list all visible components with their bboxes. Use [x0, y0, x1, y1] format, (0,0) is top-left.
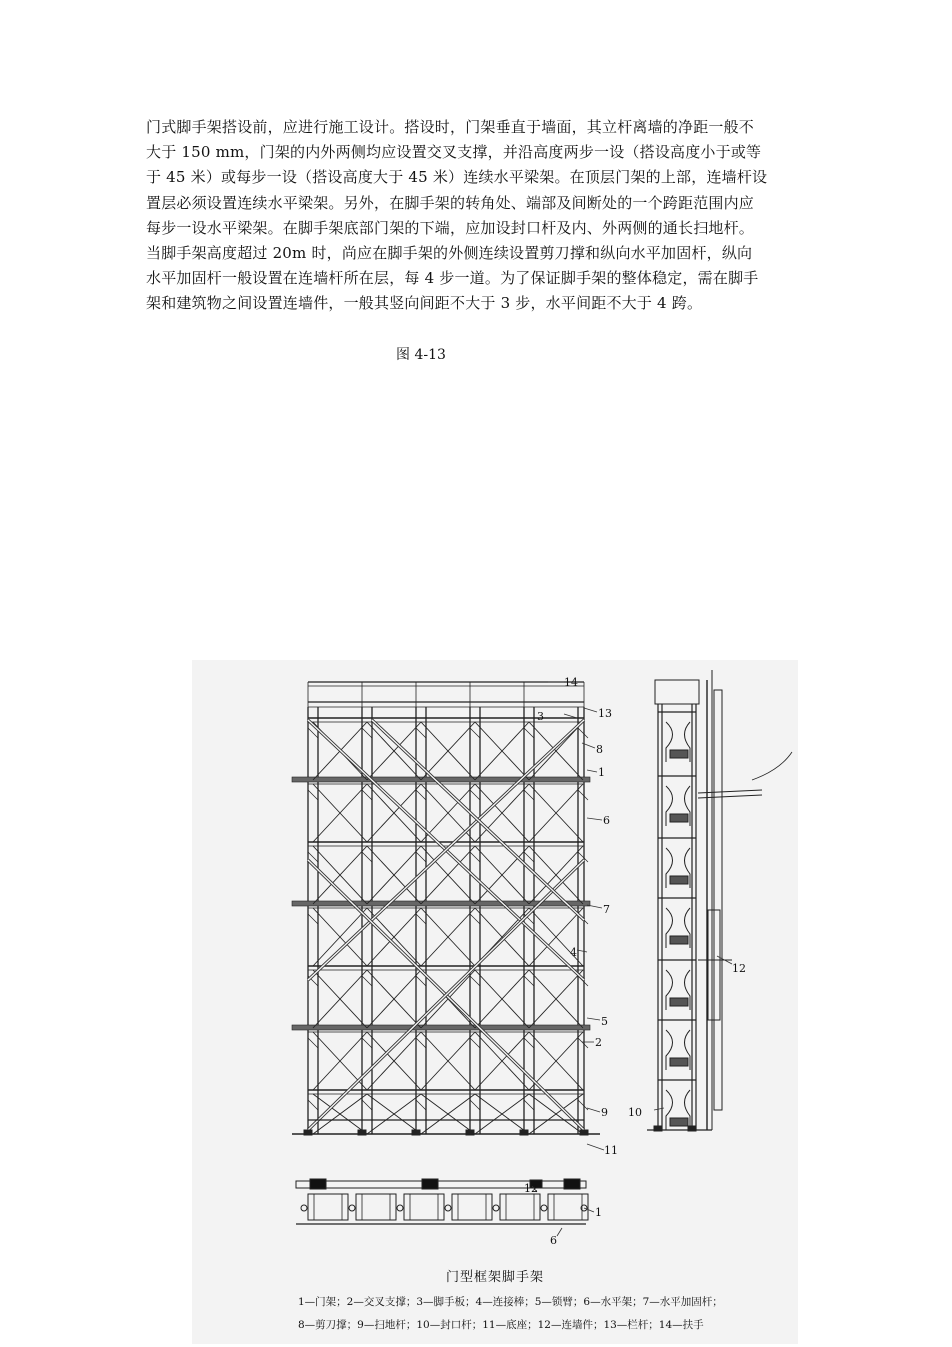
label-14: 14 [564, 676, 578, 689]
plan-upright [493, 1205, 499, 1211]
plan-upright [301, 1205, 307, 1211]
scaffold-figure [192, 660, 798, 1344]
frame-stiffener [524, 728, 534, 738]
side-base-plate [654, 1126, 662, 1131]
label-6: 6 [603, 814, 610, 827]
frame-stiffener [416, 852, 426, 862]
horizontal-reinforcing-bar [292, 777, 590, 782]
label-5: 5 [601, 1015, 608, 1028]
plan-plank-block [422, 1179, 438, 1189]
frame-stiffener [524, 976, 534, 986]
plan-upright [541, 1205, 547, 1211]
frame-stiffener [308, 1038, 318, 1048]
frame-stiffener [416, 790, 426, 800]
drawing-title: 门型框架脚手架 [445, 1270, 544, 1285]
paragraph-line: 水平加固杆一般设置在连墙杆所在层，每 4 步一道。为了保证脚手架的整体稳定，需在脚手 [146, 269, 759, 288]
frame-stiffener [470, 728, 480, 738]
frame-stiffener [470, 914, 480, 924]
frame-stiffener [362, 1038, 372, 1048]
legend-line-2: 8—剪刀撑；9—扫地杆；10—封口杆；11—底座；12—连墙件；13—栏杆；14—扶手 [298, 1319, 704, 1331]
plan-plank-block [564, 1179, 580, 1189]
side-plank [670, 1058, 688, 1066]
base-plate [466, 1130, 474, 1135]
plan-label-1: 1 [595, 1206, 602, 1219]
wall-face [714, 690, 722, 1110]
frame-stiffener [578, 790, 588, 800]
frame-stiffener [416, 914, 426, 924]
paragraph-line: 门式脚手架搭设前，应进行施工设计。搭设时，门架垂直于墙面，其立杆离墙的净距一般不 [146, 118, 755, 136]
label-1: 1 [598, 766, 605, 779]
plan-plank-block [310, 1179, 326, 1189]
label-3: 3 [537, 710, 544, 723]
paragraph-line: 于 45 米）或每步一设（搭设高度大于 45 米）连续水平梁架。在顶层门架的上部，连墙杆设 [146, 168, 768, 187]
callout-labels [524, 676, 746, 1247]
base-plate [520, 1130, 528, 1135]
side-view [647, 670, 792, 1131]
label-10: 10 [628, 1106, 642, 1119]
building-outline-arc [752, 752, 792, 780]
base-plate [412, 1130, 420, 1135]
frame-stiffener [362, 728, 372, 738]
horizontal-reinforcing-bar [292, 1025, 590, 1030]
frame-stiffener [470, 1100, 480, 1110]
figure-caption: 图 4-13 [396, 347, 446, 363]
frame-stiffener [578, 1100, 588, 1110]
frame-stiffener [470, 790, 480, 800]
side-guardrail-box [655, 680, 699, 704]
frame-stiffener [416, 728, 426, 738]
side-plank [670, 814, 688, 822]
base-plate [358, 1130, 366, 1135]
frame-stiffener [362, 852, 372, 862]
frame-stiffener [524, 852, 534, 862]
side-base-plate [688, 1126, 696, 1131]
frame-stiffener [524, 790, 534, 800]
label-12: 12 [732, 962, 746, 975]
side-plank [670, 936, 688, 944]
paragraph-line: 大于 150 mm，门架的内外两侧均应设置交叉支撑，并沿高度两步一设（搭设高度小于或等 [146, 143, 762, 162]
frame-stiffener [470, 976, 480, 986]
paragraph-line: 每步一设水平梁架。在脚手架底部门架的下端，应加设封口杆及内、外两侧的通长扫地杆。 [146, 218, 755, 237]
side-plank [670, 876, 688, 884]
elevation-view [292, 682, 600, 1135]
base-plate [580, 1130, 588, 1135]
frame-stiffener [362, 1100, 372, 1110]
side-plank [670, 998, 688, 1006]
label-9: 9 [601, 1106, 608, 1119]
paragraph-line: 架和建筑物之间设置连墙件，一般其竖向间距不大于 3 步，水平间距不大于 4 跨。 [146, 294, 703, 313]
frame-stiffener [470, 1038, 480, 1048]
plan-upright [349, 1205, 355, 1211]
frame-stiffener [578, 1038, 588, 1048]
label-13: 13 [598, 707, 612, 720]
label-2: 2 [595, 1036, 602, 1049]
label-7: 7 [603, 903, 610, 916]
frame-stiffener [308, 1100, 318, 1110]
label-8: 8 [596, 743, 603, 756]
frame-stiffener [362, 790, 372, 800]
base-plate [304, 1130, 312, 1135]
frame-stiffener [524, 1038, 534, 1048]
frame-stiffener [416, 976, 426, 986]
side-plank [670, 750, 688, 758]
label-4: 4 [570, 946, 577, 959]
frame-stiffener [470, 852, 480, 862]
horizontal-reinforcing-bar [292, 901, 590, 906]
frame-stiffener [578, 728, 588, 738]
plan-upright [445, 1205, 451, 1211]
label-11: 11 [604, 1144, 618, 1157]
plan-label-6: 6 [550, 1234, 557, 1247]
legend-line-1: 1—门架；2—交叉支撑；3—脚手板；4—连接棒；5—锁臂；6—水平架；7—水平加固杆； [298, 1296, 723, 1308]
paragraph-line: 置层必须设置连续水平梁架。另外，在脚手架的转角处、端部及间断处的一个跨距范围内应 [146, 193, 755, 212]
frame-stiffener [416, 1038, 426, 1048]
frame-stiffener [308, 914, 318, 924]
frame-stiffener [308, 790, 318, 800]
plan-upright [397, 1205, 403, 1211]
frame-stiffener [416, 1100, 426, 1110]
plan-view [296, 1179, 588, 1224]
frame-stiffener [524, 1100, 534, 1110]
plan-label-12: 12 [524, 1182, 538, 1195]
side-plank [670, 1118, 688, 1126]
frame-stiffener [362, 976, 372, 986]
body-paragraph [146, 115, 810, 317]
scaffold-drawing [192, 660, 798, 1344]
paragraph-line: 当脚手架高度超过 20m 时，尚应在脚手架的外侧连续设置剪刀撑和纵向水平加固杆，纵向 [146, 244, 753, 263]
